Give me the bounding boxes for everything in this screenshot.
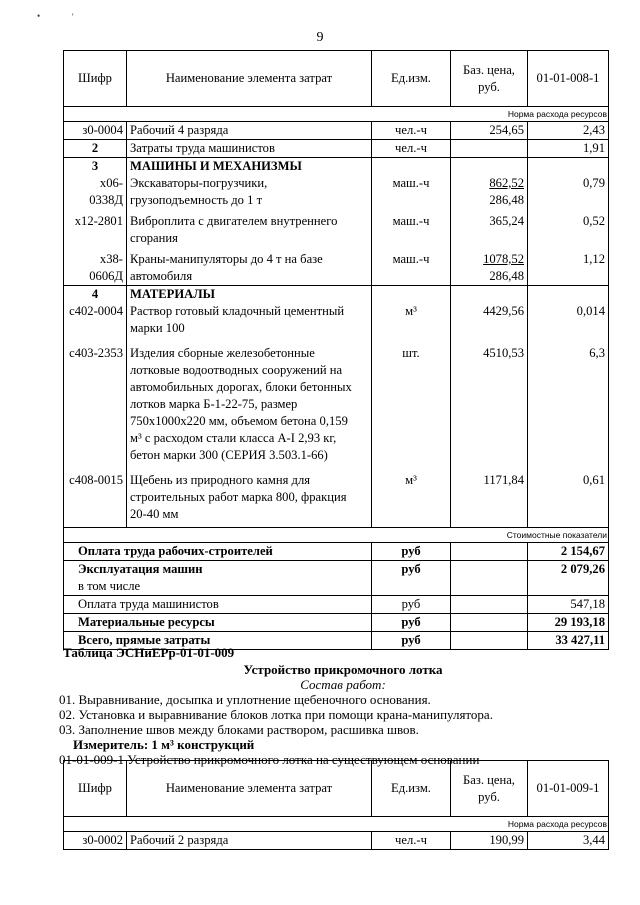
summary-row [64, 578, 609, 596]
work-heading: Состав работ: [300, 677, 386, 692]
summary-label: Оплата труда машинистов [64, 596, 372, 614]
cell-name: Рабочий 2 разряда [127, 832, 372, 850]
summary-row [64, 614, 609, 632]
cell-price [451, 140, 528, 158]
banner-row [64, 528, 609, 543]
banner-cost: Стоимостные показатели [64, 528, 609, 543]
banner-norm: Норма расхода ресурсов [64, 107, 609, 122]
table-header [64, 51, 609, 107]
cell-name: Рабочий 4 разряда [127, 122, 372, 140]
cell-name: Экскаваторы-погрузчики, грузоподъемность до 1 т [127, 175, 372, 209]
cell-unit: чел.-ч [372, 832, 451, 850]
subsection-title: 01-01-009-1 Устройство прикромочного лотка на существующем основании [59, 752, 480, 767]
table-row [64, 337, 609, 464]
cell-norm: 3,44 [528, 832, 609, 850]
summary-value: 29 193,18 [528, 614, 609, 632]
cell-price: 4429,56 [451, 303, 528, 337]
scan-tick: ' [72, 12, 74, 22]
cell-norm: 2,43 [528, 122, 609, 140]
table-row [64, 464, 609, 528]
cell-code: х38-0606Д [64, 247, 127, 286]
table-row [64, 175, 609, 209]
cell-name: Изделия сборные железобетонные лотковые водоотводных сооружений на автомобильных дорогах, блоки бетонных лотков марка Б-1-22-75, размер 750x1000x220 мм, объемом бетона 0,159 м³ с расходом стали класса А-I 2,93 кг, бетон марки 300 (СЕРИЯ 3.503.1-66) [127, 337, 372, 464]
section-number: 3 [64, 158, 127, 176]
cell-unit: чел.-ч [372, 122, 451, 140]
summary-label: Материальные ресурсы [64, 614, 372, 632]
cell-norm: 0,79 [528, 175, 609, 209]
summary-unit: руб [372, 632, 451, 650]
header-price: Баз. цена, руб. [451, 51, 528, 107]
header-name: Наименование элемента затрат [127, 51, 372, 107]
section-number: 4 [64, 286, 127, 304]
work-item: 02. Установка и выравнивание блоков лотка при помощи крана-манипулятора. [59, 707, 493, 722]
table-row [64, 303, 609, 337]
cell-norm: 0,014 [528, 303, 609, 337]
work-item: 01. Выравнивание, досыпка и уплотнение щебеночного основания. [59, 692, 431, 707]
cell-price: 4510,53 [451, 337, 528, 464]
section-title: Устройство прикромочного лотка [243, 662, 443, 677]
cell-price: 1078,52 286,48 [451, 247, 528, 286]
table-row [64, 122, 609, 140]
header-norm-code: 01-01-009-1 [528, 761, 609, 817]
cell-unit: маш.-ч [372, 247, 451, 286]
header-norm-code: 01-01-008-1 [528, 51, 609, 107]
measure-unit: Измеритель: 1 м³ конструкций [73, 737, 255, 752]
cell-code: х12-2801 [64, 209, 127, 247]
summary-label: в том числе [64, 578, 372, 596]
cell-code: с403-2353 [64, 337, 127, 464]
scan-dot: • [37, 11, 41, 21]
cell-unit: м³ [372, 303, 451, 337]
summary-label: Оплата труда рабочих-строителей [64, 543, 372, 561]
summary-value: 2 154,67 [528, 543, 609, 561]
cell-code: х06-0338Д [64, 175, 127, 209]
summary-unit: руб [372, 543, 451, 561]
cell-name: Щебень из природного камня для строительных работ марка 800, фракция 20-40 мм [127, 464, 372, 528]
resource-table-008 [63, 50, 609, 650]
summary-row [64, 543, 609, 561]
cell-code: з0-0002 [64, 832, 127, 850]
summary-row [64, 596, 609, 614]
banner-norm: Норма расхода ресурсов [64, 817, 609, 832]
summary-unit: руб [372, 596, 451, 614]
table-row [64, 832, 609, 850]
header-name: Наименование элемента затрат [127, 761, 372, 817]
cell-norm: 0,52 [528, 209, 609, 247]
cell-unit: маш.-ч [372, 175, 451, 209]
header-price: Баз. цена, руб. [451, 761, 528, 817]
summary-unit: руб [372, 561, 451, 579]
cell-price: 190,99 [451, 832, 528, 850]
table-row [64, 247, 609, 286]
cell-price: 254,65 [451, 122, 528, 140]
work-item: 03. Заполнение швов между блоками раствором, расшивка швов. [59, 722, 419, 737]
header-unit: Ед.изм. [372, 761, 451, 817]
cell-unit: м³ [372, 464, 451, 528]
table-row [64, 140, 609, 158]
summary-value: 33 427,11 [528, 632, 609, 650]
summary-label: Всего, прямые затраты [64, 632, 372, 650]
cell-code: с402-0004 [64, 303, 127, 337]
section-title: МАШИНЫ И МЕХАНИЗМЫ [127, 158, 372, 176]
header-code: Шифр [64, 51, 127, 107]
cell-norm: 1,91 [528, 140, 609, 158]
cell-code: с408-0015 [64, 464, 127, 528]
cell-code: з0-0004 [64, 122, 127, 140]
resource-table-009 [63, 760, 609, 850]
header-code: Шифр [64, 761, 127, 817]
table-header [64, 761, 609, 817]
page-number: 9 [316, 30, 324, 45]
summary-value: 2 079,26 [528, 561, 609, 579]
cell-norm: 0,61 [528, 464, 609, 528]
cell-unit: чел.-ч [372, 140, 451, 158]
banner-row [64, 107, 609, 122]
cell-price: 365,24 [451, 209, 528, 247]
table-caption: Таблица ЭСНиЕРр-01-01-009 [63, 645, 235, 660]
section-row [64, 158, 609, 176]
section-block [59, 645, 623, 767]
banner-row [64, 817, 609, 832]
summary-label: Эксплуатация машин [64, 561, 372, 579]
cell-name: Затраты труда машинистов [127, 140, 372, 158]
cell-norm: 1,12 [528, 247, 609, 286]
cell-unit: маш.-ч [372, 209, 451, 247]
section-title: МАТЕРИАЛЫ [127, 286, 372, 304]
table-row [64, 209, 609, 247]
cell-unit: шт. [372, 337, 451, 464]
cell-price: 1171,84 [451, 464, 528, 528]
summary-value: 547,18 [528, 596, 609, 614]
cell-name: Краны-манипуляторы до 4 т на базе автомобиля [127, 247, 372, 286]
cell-price: 862,52 286,48 [451, 175, 528, 209]
cell-name: Раствор готовый кладочный цементный марки 100 [127, 303, 372, 337]
cell-norm: 6,3 [528, 337, 609, 464]
cell-name: Виброплита с двигателем внутреннего сгорания [127, 209, 372, 247]
header-unit: Ед.изм. [372, 51, 451, 107]
summary-unit: руб [372, 614, 451, 632]
cell-code: 2 [64, 140, 127, 158]
section-row [64, 286, 609, 304]
summary-row [64, 561, 609, 579]
